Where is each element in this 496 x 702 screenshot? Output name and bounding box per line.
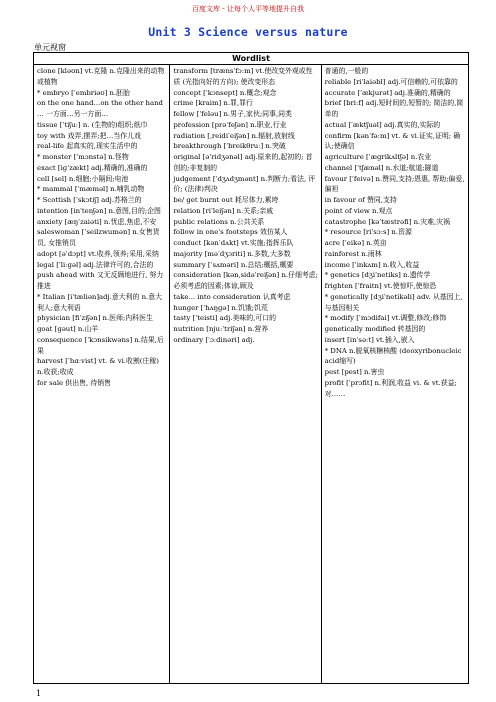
- word-entry: accurate [ˈækjurət] adj.准确的,精确的: [324, 88, 451, 97]
- word-entry: be/ get burnt out 耗尽体力,累垮: [173, 196, 279, 204]
- word-entry: take... into consideration 认真考虑: [173, 292, 291, 301]
- word-entry: pest [pest] n.害虫: [324, 368, 385, 376]
- word-entry: * genetics [dʒiˈnetiks] n.遗传学: [324, 271, 431, 280]
- word-entry: summary [ˈsʌməri] n.总结;概括,概要: [173, 260, 294, 269]
- word-entry: push ahead with 又无反顾地进行, 努力推进: [37, 271, 164, 290]
- word-entry: saleswoman [ˈseilzwumən] n.女售货员, 女推销员: [37, 228, 160, 247]
- word-entry: majority [məˈdʒɔriti] n.多数,大多数: [173, 249, 291, 258]
- word-entry: real-life 起真实的,现实生活中的: [37, 142, 138, 151]
- word-entry: point of view n.观点: [324, 206, 393, 215]
- word-entry: reliable [riˈlaiəbl] adj.可信赖的,可依靠的: [324, 77, 458, 86]
- word-entry: * DNA n.脱氧核糖核酸 (deoxyribonucleic acid缩写): [324, 346, 462, 366]
- word-entry: * genetically [dʒiˈnetikəli] adv. 从基因上, 与基因相关: [324, 292, 463, 312]
- word-entry: clone [kləʊn] vt.克隆 n.克隆出来的动物或植物: [37, 67, 165, 86]
- word-entry: harvest [ˈhɑːvist] vt. & vi.收割(庄稼) n.收获;收成: [37, 357, 159, 376]
- word-entry: brief [briːf] adj.短时间的,短暂的; 简洁的,简单的: [324, 99, 464, 118]
- word-entry: * monster [ˈmɔnstə] n.怪物: [37, 153, 129, 161]
- word-entry: intention [inˈtenʃən] n.意图,目的;企图: [37, 206, 161, 215]
- word-entry: consequence [ˈkɔnsikwəns] n.结果,后果: [37, 335, 164, 355]
- word-entry: confirm [kənˈfəːm] vt. & vi.证实,证明; 确认;使确信: [324, 131, 461, 151]
- word-entry: breakthrough [ˈbreikθruː] n.突破: [173, 142, 286, 151]
- unit-window-label: 单元视窗: [34, 43, 66, 52]
- word-entry: tissue [ˈtiʃuː] n. (生物的)组织;纸巾: [37, 120, 148, 129]
- word-entry: 普通的,一般的: [324, 67, 369, 75]
- word-entry: for sale 供出售, 待销售: [37, 378, 112, 387]
- word-entry: income [ˈinkʌm] n.收入,收益: [324, 260, 420, 269]
- word-entry: physician [fiˈziʃən] n.医师;内科医生: [37, 314, 153, 323]
- word-entry: * Scottish [ˈskɔtiʃ] adj.苏格兰的: [37, 196, 142, 204]
- word-entry: consideration [kənˌsidəˈreiʃən] n.仔细考虑; 必须考虑的因素;体谅,顾及: [173, 271, 318, 290]
- word-entry: in favour of 赞同,支持: [324, 196, 397, 204]
- word-entry: hunger [ˈhʌŋɡə] n.饥饿;饥荒: [173, 303, 268, 312]
- word-entry: cell [sel] n.细胞;小隔间;电池: [37, 174, 129, 183]
- word-entry: public relations n.公共关系: [173, 217, 265, 226]
- word-entry: genetically modified 转基因的: [324, 325, 426, 333]
- word-entry: nutrition [njuːˈtriʃən] n.营养: [173, 325, 269, 333]
- word-entry: concept [ˈkɔnsept] n.概念;观念: [173, 88, 277, 97]
- page-banner: 百度文库 - 让每个人平等地提升自我: [192, 5, 304, 13]
- word-entry: tasty [ˈteisti] adj.美味的,可口的: [173, 314, 277, 323]
- word-entry: * Italian [iˈtæliən]adj.意大利的 n.意大利人;意大利语: [37, 292, 163, 312]
- word-entry: insert [inˈsəːt] vt.插入,嵌入: [324, 335, 415, 344]
- word-entry: crime [kraim] n.罪,罪行: [173, 99, 253, 108]
- page-number: 1: [36, 689, 42, 698]
- word-entry: judgement [ˈdʒʌdʒmənt] n.判断力;看法, 评价; (法律)判决: [173, 174, 316, 194]
- word-entry: transform [trænsˈfɔːm] vt.使改变外观或性质 (光指向好的方向); 使改变形态: [173, 67, 313, 86]
- word-entry: toy with 戏弄,摆弄;把…当作儿戏: [37, 131, 141, 140]
- word-entry: follow in one's footsteps 效仿某人: [173, 228, 288, 237]
- word-entry: exact [iɡˈzækt] adj.精确的,准确的: [37, 163, 148, 172]
- word-entry: fellow [ˈfeləu] n.男子,家伙;同事,同类: [173, 110, 292, 118]
- word-entry: goat [ɡəut] n.山羊: [37, 325, 99, 333]
- word-entry: radiation [ˌreidiˈeiʃən] n.辐射,放射线: [173, 131, 295, 140]
- word-entry: original [əˈridʒənəl] adj.原来的,起初的; 首创的;非复制的: [173, 153, 313, 172]
- word-entry: * embryo [ˈembriəʊ] n.胚胎: [37, 88, 130, 97]
- word-entry: agriculture [ˈæɡrikʌltʃə] n.农业: [324, 153, 432, 161]
- word-entry: acre [ˈeikə] n.英亩: [324, 239, 387, 247]
- word-entry: relation [riˈleiʃən] n.关系;亲戚: [173, 206, 274, 215]
- word-entry: * mammal [ˈmæməl] n.哺乳动物: [37, 185, 145, 194]
- unit-title: Unit 3 Science versus nature: [148, 25, 348, 39]
- word-entry: favour [ˈfeivə] n.赞同,支持;恩惠, 帮助;偏爱,偏袒: [324, 174, 465, 194]
- word-entry: ordinary [ˈɔːdinəri] adj.: [173, 335, 255, 344]
- word-entry: on the one hand…on the other hand … 一方面…另一方面…: [37, 99, 163, 118]
- wordlist-table: [33, 52, 469, 684]
- word-entry: profit [ˈprɔfit] n.利润,收益 vi. & vt.获益;对……: [324, 378, 457, 398]
- word-entry: adopt [əˈdɔpt] vt.收养,领养;采用,采纳: [37, 249, 159, 258]
- word-entry: rainforest n.雨林: [324, 249, 382, 258]
- word-entry: * resource [riˈsɔːs] n.资源: [324, 228, 412, 237]
- wordlist-column-2: [169, 65, 320, 684]
- wordlist-header: Wordlist: [34, 53, 468, 65]
- word-entry: catastrophe [kəˈtæstrəfi] n.灾难,灾祸: [324, 217, 450, 226]
- word-entry: actual [ˈæktʃuəl] adj.真实的,实际的: [324, 120, 441, 129]
- wordlist-column-3: [321, 65, 468, 684]
- word-entry: conduct [kənˈdʌkt] vt.实施;指挥乐队: [173, 239, 294, 247]
- word-entry: legal [ˈliːɡəl] adj.法律许可的,合法的: [37, 260, 154, 269]
- word-entry: frighten [ˈfraitn] vt.使惊吓,使惊恐: [324, 282, 437, 290]
- word-entry: * modify [ˈmɔdifai] vt.调整,修改;修饰: [324, 314, 447, 323]
- word-entry: channel [ˈtʃænəl] n.水道;航道;隧道: [324, 163, 439, 172]
- word-entry: profession [prəˈfeʃən] n.职业,行业: [173, 120, 287, 129]
- word-entry: anxiety [æŋˈzaiəti] n.忧虑,焦虑,不安: [37, 217, 157, 226]
- wordlist-column-1: [34, 65, 169, 684]
